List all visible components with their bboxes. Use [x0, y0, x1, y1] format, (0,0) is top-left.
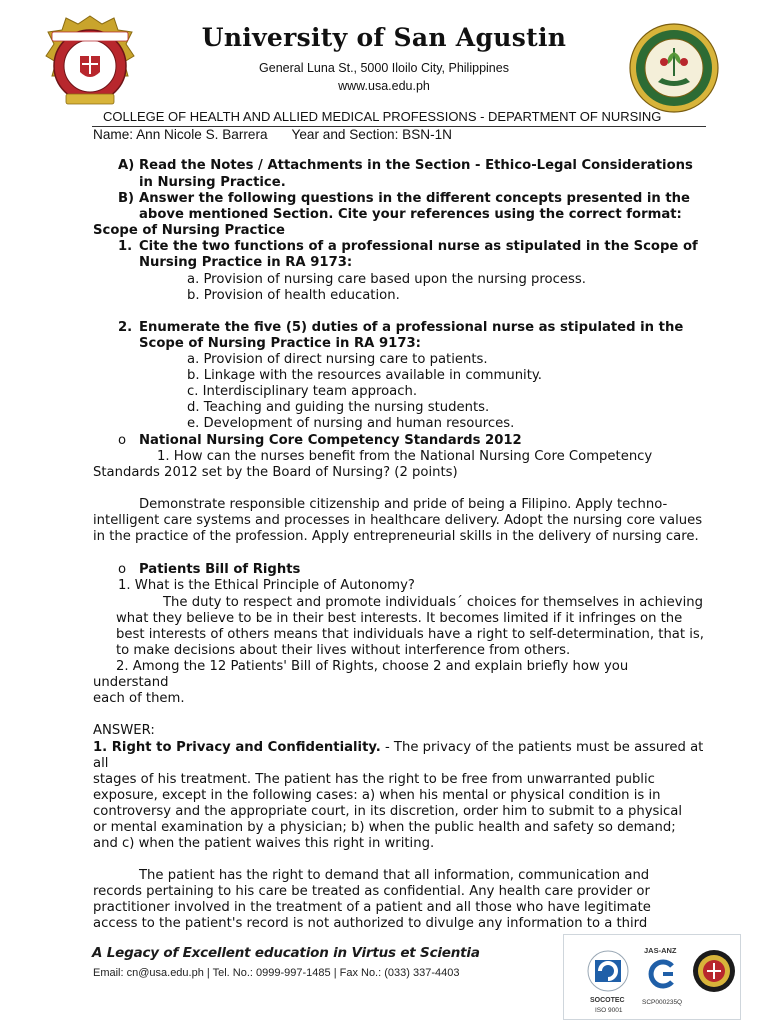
q2-line2: Scope of Nursing Practice in RA 9173:	[139, 336, 421, 351]
instruction-a-line2: in Nursing Practice.	[139, 175, 286, 190]
q1-answer: b. Provision of health education.	[187, 288, 400, 303]
jas-anz-label: JAS-ANZ	[644, 946, 677, 955]
q2-answer: a. Provision of direct nursing care to patients.	[187, 352, 488, 367]
confidentiality-para-line: The patient has the right to demand that all information, communication and	[139, 868, 650, 883]
q1-number: 1.	[118, 239, 133, 254]
year-section: Year and Section: BSN-1N	[291, 127, 452, 142]
q2-answer: c. Interdisciplinary team approach.	[187, 384, 418, 399]
confidentiality-para-line: access to the patient's record is not authorized to divulge any information to a third	[93, 916, 648, 931]
student-name: Name: Ann Nicole S. Barrera	[93, 127, 268, 142]
instruction-b-marker: B)	[118, 191, 135, 206]
instruction-a-line1: Read the Notes / Attachments in the Section - Ethico-Legal Considerations	[139, 158, 693, 173]
instruction-b-line2: above mentioned Section. Cite your references using the correct format:	[139, 207, 682, 222]
privacy-para-line: and c) when the patient waives this right in writing.	[93, 836, 435, 851]
jas-anz-logo	[646, 957, 680, 991]
privacy-para-line: controversy and the appropriate court, in its discretion, order him to submit to a physical	[93, 804, 683, 819]
socotec-certification-logo	[586, 949, 630, 993]
pbr-question1: 1. What is the Ethical Principle of Autonomy?	[118, 578, 415, 593]
university-website: www.usa.edu.ph	[338, 79, 430, 93]
instruction-b-line1: Answer the following questions in the different concepts presented in the	[139, 191, 690, 206]
q1-answer: a. Provision of nursing care based upon the nursing process.	[187, 272, 586, 287]
q2-answer: b. Linkage with the resources available in community.	[187, 368, 542, 383]
pbr-question2-line: understand	[93, 675, 169, 690]
q2-answer: d. Teaching and guiding the nursing students.	[187, 400, 490, 415]
scope-heading: Scope of Nursing Practice	[93, 223, 285, 238]
privacy-para-line: stages of his treatment. The patient has the right to be free from unwarranted public	[93, 772, 655, 787]
ncs-question-line1: 1. How can the nurses benefit from the National Nursing Core Competency	[157, 449, 653, 464]
pbr-question2-line: each of them.	[93, 691, 185, 706]
certification-badges	[563, 934, 741, 1020]
privacy-para-line: exposure, except in the following cases: a) when his mental or physical condition is in	[93, 788, 661, 803]
pbr-bullet: o	[118, 562, 127, 577]
certificate-code: SCP000235Q	[642, 999, 683, 1006]
privacy-para-line: all	[93, 756, 109, 771]
autonomy-answer-line: what they believe to be in their best interests. It becomes limited if it infringes on the	[116, 611, 683, 626]
autonomy-answer-line: to make decisions about their lives without interference from others.	[116, 643, 571, 658]
ncs-answer-line: Demonstrate responsible citizenship and pride of being a Filipino. Apply techno-	[139, 497, 668, 512]
college-department: COLLEGE OF HEALTH AND ALLIED MEDICAL PROFESSIONS - DEPARTMENT OF NURSING	[103, 109, 662, 124]
student-info	[93, 127, 476, 143]
ncs-answer-line: intelligent care systems and processes in healthcare delivery. Adopt the nursing core values	[93, 513, 703, 528]
autonomy-answer-line: best interests of others means that individuals have a right to self-determination, that is,	[116, 627, 704, 642]
ncs-question-line2: Standards 2012 set by the Board of Nursing? (2 points)	[93, 465, 458, 480]
confidentiality-para-line: records pertaining to his care be treated as confidential. Any health care provider or	[93, 884, 650, 899]
q2-number: 2.	[118, 320, 133, 335]
iso-label: ISO 9001	[595, 1007, 623, 1014]
autonomy-answer-line: The duty to respect and promote individuals´ choices for themselves in achieving	[163, 595, 703, 610]
university-seal-small-logo	[692, 949, 736, 993]
socotec-label: SOCOTEC	[590, 997, 625, 1004]
q1-line1: Cite the two functions of a professional nurse as stipulated in the Scope of	[139, 239, 698, 254]
right-title: 1. Right to Privacy and Confidentiality.	[93, 740, 381, 755]
q2-answer: e. Development of nursing and human resources.	[187, 416, 515, 431]
confidentiality-para-line: practitioner involved in the treatment of a patient and all those who have legitimate	[93, 900, 651, 915]
q2-line1: Enumerate the five (5) duties of a professional nurse as stipulated in the	[139, 320, 684, 335]
right-intro: - The privacy of the patients must be assured at	[380, 740, 704, 755]
university-name: University of San Agustin	[201, 23, 567, 52]
ncs-answer-line: in the practice of the profession. Apply entrepreneurial skills in the delivery of nursing care.	[93, 529, 699, 544]
q1-line2: Nursing Practice in RA 9173:	[139, 255, 353, 270]
ncs-heading: National Nursing Core Competency Standards 2012	[139, 433, 522, 448]
pbr-heading: Patients Bill of Rights	[139, 562, 301, 577]
privacy-para-line: or mental examination by a physician; b) when the public health and safety so demand;	[93, 820, 676, 835]
answer-label: ANSWER:	[93, 723, 155, 738]
footer-contact: Email: cn@usa.edu.ph | Tel. No.: 0999-997-1485 | Fax No.: (033) 337-4403	[93, 967, 460, 979]
right-to-privacy-first-line	[93, 740, 703, 756]
pbr-question2-line: 2. Among the 12 Patients' Bill of Rights, choose 2 and explain briefly how you	[116, 659, 629, 674]
university-address: General Luna St., 5000 Iloilo City, Philippines	[259, 61, 509, 75]
instruction-a-marker: A)	[118, 158, 135, 173]
ncs-bullet: o	[118, 433, 127, 448]
footer-motto: A Legacy of Excellent education in Virtus et Scientia	[92, 945, 480, 961]
